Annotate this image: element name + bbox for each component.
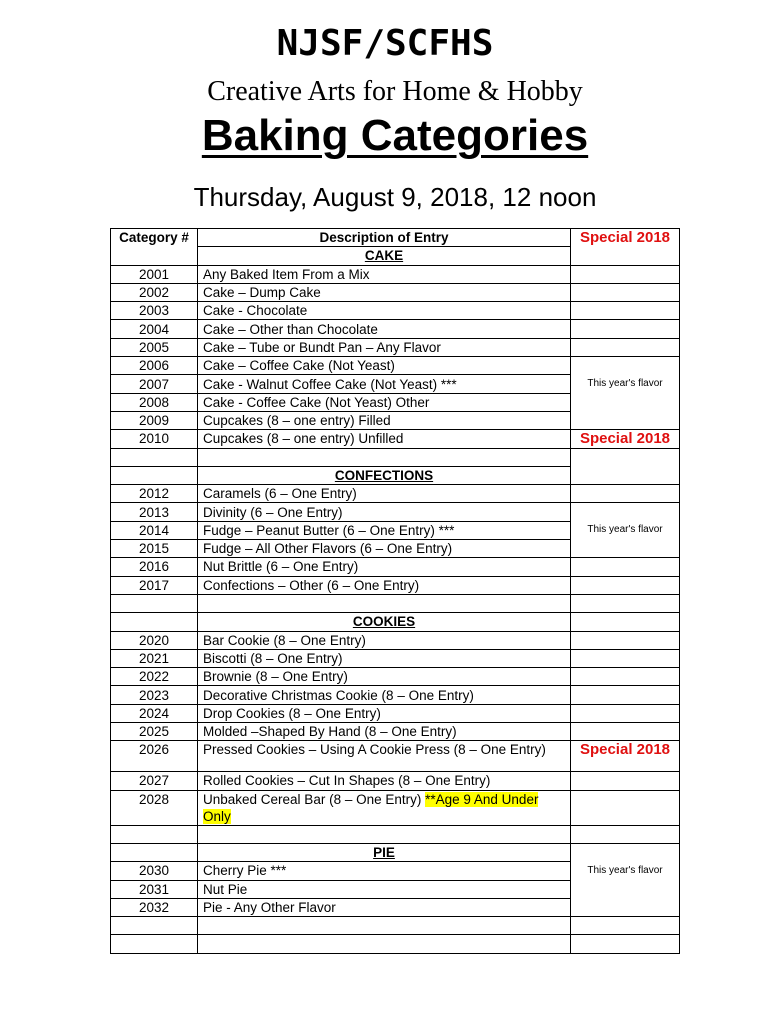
table-row: [111, 576, 680, 594]
page-title: Baking Categories: [201, 111, 589, 160]
blank-row: [111, 594, 680, 612]
table-header-row: [111, 229, 680, 247]
category-number: 2020: [111, 631, 198, 649]
category-number: 2012: [111, 485, 198, 503]
entry-description: Cake – Other than Chocolate: [198, 320, 571, 338]
entry-description: Nut Brittle (6 – One Entry): [198, 558, 571, 576]
category-number: 2001: [111, 265, 198, 283]
blank-row: [111, 917, 680, 935]
entry-description: Bar Cookie (8 – One Entry): [198, 631, 571, 649]
section-row: [111, 247, 680, 265]
category-number: 2030: [111, 862, 198, 880]
section-cake: CAKE: [198, 247, 571, 265]
category-number: 2021: [111, 649, 198, 667]
table-row: [111, 880, 680, 898]
table-row: [111, 898, 680, 916]
event-date: Thursday, August 9, 2018, 12 noon: [193, 182, 597, 212]
category-number: 2009: [111, 411, 198, 429]
table-row: [111, 862, 680, 880]
category-number: 2026: [111, 741, 198, 772]
entry-description: Cake – Dump Cake: [198, 283, 571, 301]
entry-description: Unbaked Cereal Bar (8 – One Entry) **Age 9 And Under Only: [198, 790, 571, 825]
entry-description: Fudge – Peanut Butter (6 – One Entry) ***: [198, 521, 571, 539]
category-number: 2016: [111, 558, 198, 576]
entry-description: Cake - Walnut Coffee Cake (Not Yeast) ***: [198, 375, 571, 393]
category-number: 2032: [111, 898, 198, 916]
table-row: [111, 302, 680, 320]
table-row: [111, 649, 680, 667]
section-pie: PIE: [198, 843, 571, 861]
table-row: [111, 790, 680, 825]
table-row: [111, 430, 680, 448]
table-row: [111, 631, 680, 649]
section-row: [111, 466, 680, 484]
table-row: [111, 668, 680, 686]
flavor-note: This year's flavor: [571, 862, 680, 880]
blank-row: [111, 935, 680, 953]
category-number: 2015: [111, 540, 198, 558]
section-row: [111, 843, 680, 861]
table-row: [111, 686, 680, 704]
table-row: [111, 704, 680, 722]
category-number: 2004: [111, 320, 198, 338]
entry-description: Decorative Christmas Cookie (8 – One Entry): [198, 686, 571, 704]
entry-description: Caramels (6 – One Entry): [198, 485, 571, 503]
section-confections: CONFECTIONS: [198, 466, 571, 484]
table-row: [111, 320, 680, 338]
category-number: 2023: [111, 686, 198, 704]
entry-description: Cake – Tube or Bundt Pan – Any Flavor: [198, 338, 571, 356]
age-restriction-highlight: **Age 9 And Under Only: [203, 791, 539, 824]
entry-description: Fudge – All Other Flavors (6 – One Entry): [198, 540, 571, 558]
category-number: 2024: [111, 704, 198, 722]
entry-description: Nut Pie: [198, 880, 571, 898]
entry-description: Cake - Chocolate: [198, 302, 571, 320]
table-row: [111, 485, 680, 503]
table-row: [111, 503, 680, 521]
table-row: [111, 265, 680, 283]
table-row: [111, 723, 680, 741]
blank-row: [111, 448, 680, 466]
table-row: [111, 741, 680, 772]
header-special: Special 2018: [571, 229, 680, 247]
category-number: 2006: [111, 357, 198, 375]
org-title: NJSF/SCFHS: [276, 23, 494, 64]
entry-description: Rolled Cookies – Cut In Shapes (8 – One Entry): [198, 772, 571, 790]
category-number: 2027: [111, 772, 198, 790]
entry-description: Cupcakes (8 – one entry) Unfilled: [198, 430, 571, 448]
entry-description: Cake - Coffee Cake (Not Yeast) Other: [198, 393, 571, 411]
category-number: 2010: [111, 430, 198, 448]
category-number: 2007: [111, 375, 198, 393]
table-row: [111, 540, 680, 558]
entry-description: Cherry Pie ***: [198, 862, 571, 880]
table-row: [111, 375, 680, 393]
entry-description: Confections – Other (6 – One Entry): [198, 576, 571, 594]
flavor-note: This year's flavor: [571, 375, 680, 393]
entry-description: Pie - Any Other Flavor: [198, 898, 571, 916]
category-number: 2025: [111, 723, 198, 741]
entry-description: Biscotti (8 – One Entry): [198, 649, 571, 667]
special-badge: Special 2018: [571, 430, 680, 448]
table-row: [111, 772, 680, 790]
category-number: 2022: [111, 668, 198, 686]
entry-description: Pressed Cookies – Using A Cookie Press (8 – One Entry): [198, 741, 571, 772]
table-row: [111, 338, 680, 356]
entry-description: Divinity (6 – One Entry): [198, 503, 571, 521]
entry-description: Brownie (8 – One Entry): [198, 668, 571, 686]
entry-description: Cupcakes (8 – one entry) Filled: [198, 411, 571, 429]
category-number: 2013: [111, 503, 198, 521]
entry-description: Drop Cookies (8 – One Entry): [198, 704, 571, 722]
entry-description: Cake – Coffee Cake (Not Yeast): [198, 357, 571, 375]
table-row: [111, 521, 680, 539]
header-category: Category #: [111, 229, 198, 247]
category-number: 2014: [111, 521, 198, 539]
header-description: Description of Entry: [198, 229, 571, 247]
table-row: [111, 357, 680, 375]
category-number: 2028: [111, 790, 198, 825]
entry-description: Any Baked Item From a Mix: [198, 265, 571, 283]
category-number: 2017: [111, 576, 198, 594]
category-number: 2008: [111, 393, 198, 411]
page-subtitle: Creative Arts for Home & Hobby: [207, 76, 583, 107]
category-number: 2031: [111, 880, 198, 898]
entry-description: Molded –Shaped By Hand (8 – One Entry): [198, 723, 571, 741]
flavor-note: This year's flavor: [571, 521, 680, 539]
category-number: 2005: [111, 338, 198, 356]
section-row: [111, 613, 680, 631]
table-row: [111, 558, 680, 576]
category-number: 2003: [111, 302, 198, 320]
table-row: [111, 393, 680, 411]
table-row: [111, 283, 680, 301]
baking-categories-table: [110, 228, 680, 954]
table-row: [111, 411, 680, 429]
special-badge: Special 2018: [571, 741, 680, 772]
blank-row: [111, 825, 680, 843]
section-cookies: COOKIES: [198, 613, 571, 631]
category-number: 2002: [111, 283, 198, 301]
